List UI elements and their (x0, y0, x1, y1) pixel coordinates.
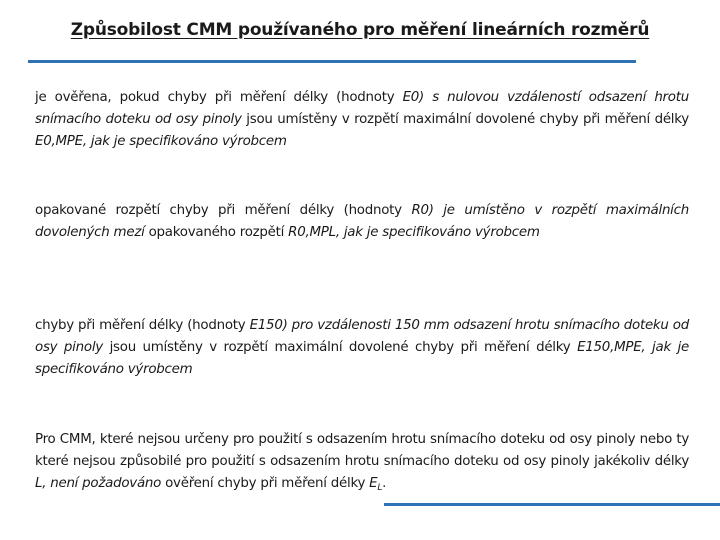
text-run: ověření chyby při měření délky (161, 476, 370, 491)
italic-run: E150) pro vzdálenosti 150 mm odsazení hrotu snímacího doteku od osy pinoly (35, 318, 689, 355)
page-title: Způsobilost CMM používaného pro měření lineárních rozměrů (70, 20, 650, 40)
text-run: opakované rozpětí chyby při měření délky (hodnoty (35, 203, 412, 218)
italic-run: E0,MPE, jak je specifikováno výrobcem (35, 134, 287, 149)
subscript-run: L (377, 483, 383, 493)
italic-run: R0) je umístěno v rozpětí maximálních dovolených mezí (35, 203, 689, 240)
paragraph-e0 (35, 87, 689, 153)
italic-run: E150,MPE, jak je specifikováno výrobcem (35, 340, 689, 377)
paragraph-e150 (35, 315, 689, 381)
text-run: Pro CMM, které nejsou určeny pro použití s odsazením hrotu snímacího doteku od osy pinoly nebo ty které nejsou způsobilé pro použití s odsazením hrotu snímacího doteku od osy pinoly jakékoliv délky (35, 432, 689, 469)
title-divider (28, 60, 636, 63)
text-run: chyby při měření délky (hodnoty (35, 318, 250, 333)
text-run: je ověřena, pokud chyby při měření délky (hodnoty (35, 90, 403, 105)
paragraph-r0 (35, 200, 689, 244)
text-run: jsou umístěny v rozpětí maximální dovolené chyby při měření délky (241, 112, 689, 127)
text-run: opakovaného rozpětí (144, 225, 289, 240)
text-run: . (382, 476, 387, 491)
text-run: jsou umístěny v rozpětí maximální dovolené chyby při měření délky (102, 340, 578, 355)
italic-run: E0) s nulovou vzdáleností odsazení hrotu snímacího doteku od osy pinoly (35, 90, 689, 127)
italic-run: L, není požadováno (35, 476, 162, 491)
italic-run: E (369, 476, 378, 491)
footer-divider (384, 503, 720, 506)
paragraph-el (35, 429, 689, 499)
italic-run: R0,MPL, jak je specifikováno výrobcem (288, 225, 540, 240)
